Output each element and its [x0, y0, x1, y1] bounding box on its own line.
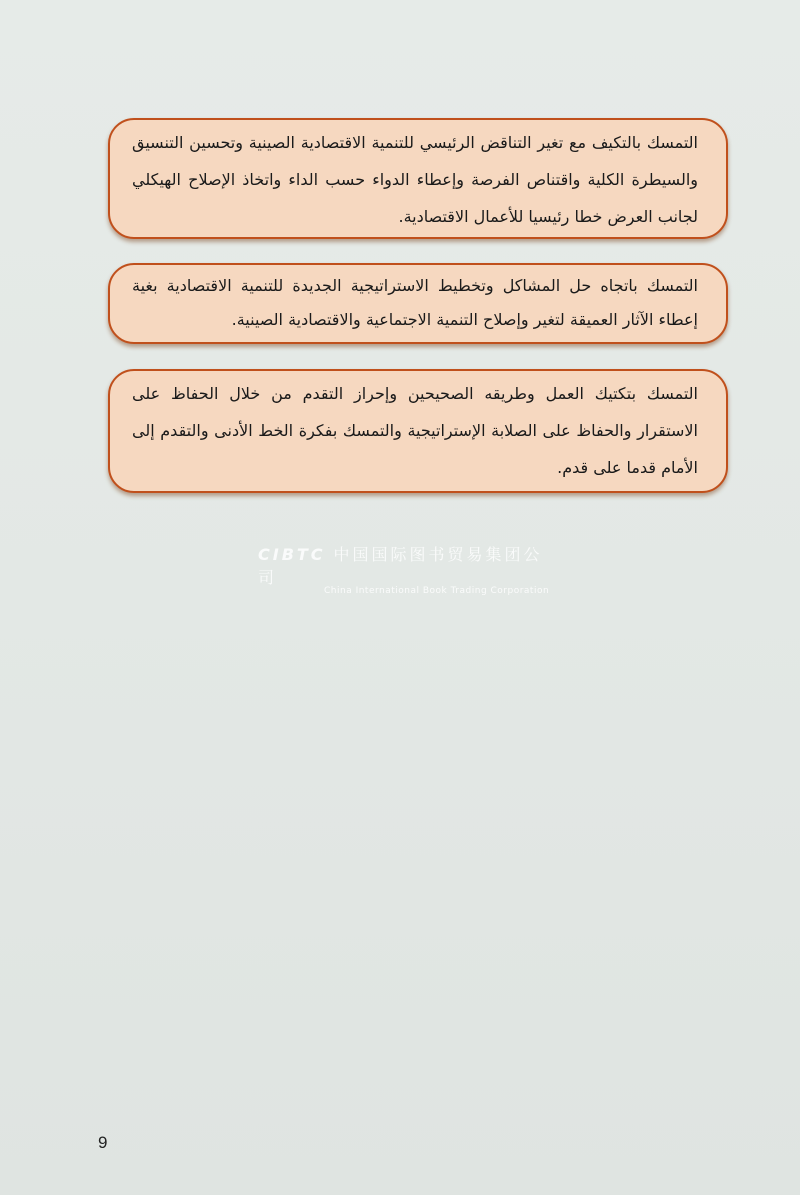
watermark-logo: CIBTC	[258, 545, 326, 564]
principle-text-3: التمسك بتكتيك العمل وطريقه الصحيحين وإحراز التقدم من خلال الحفاظ على الاستقرار والحفاظ على الصلابة الإستراتيجية والتمسك بفكرة الخط الأدنى والتقدم إلى الأمام قدما على قدم.	[132, 384, 698, 477]
principle-box-3	[108, 369, 728, 493]
principle-text-1: التمسك بالتكيف مع تغير التناقض الرئيسي للتنمية الاقتصادية الصينية وتحسين التنسيق والسيطرة الكلية واقتناص الفرصة وإعطاء الدواء حسب الداء واتخاذ الإصلاح الهيكلي لجانب العرض خطا رئيسيا للأعمال الاقتصادية.	[132, 133, 698, 226]
principle-box-2	[108, 263, 728, 344]
principle-text-2: التمسك باتجاه حل المشاكل وتخطيط الاستراتيجية الجديدة للتنمية الاقتصادية بغية إعطاء الآثار العميقة لتغير وإصلاح التنمية الاجتماعية والاقتصادية الصينية.	[132, 276, 698, 329]
principle-box-1	[108, 118, 728, 239]
publisher-watermark	[258, 542, 558, 596]
watermark-chinese: 中国国际图书贸易集团公司	[258, 545, 543, 587]
watermark-english: China International Book Trading Corporation	[324, 586, 550, 596]
page-number: 9	[98, 1133, 108, 1152]
